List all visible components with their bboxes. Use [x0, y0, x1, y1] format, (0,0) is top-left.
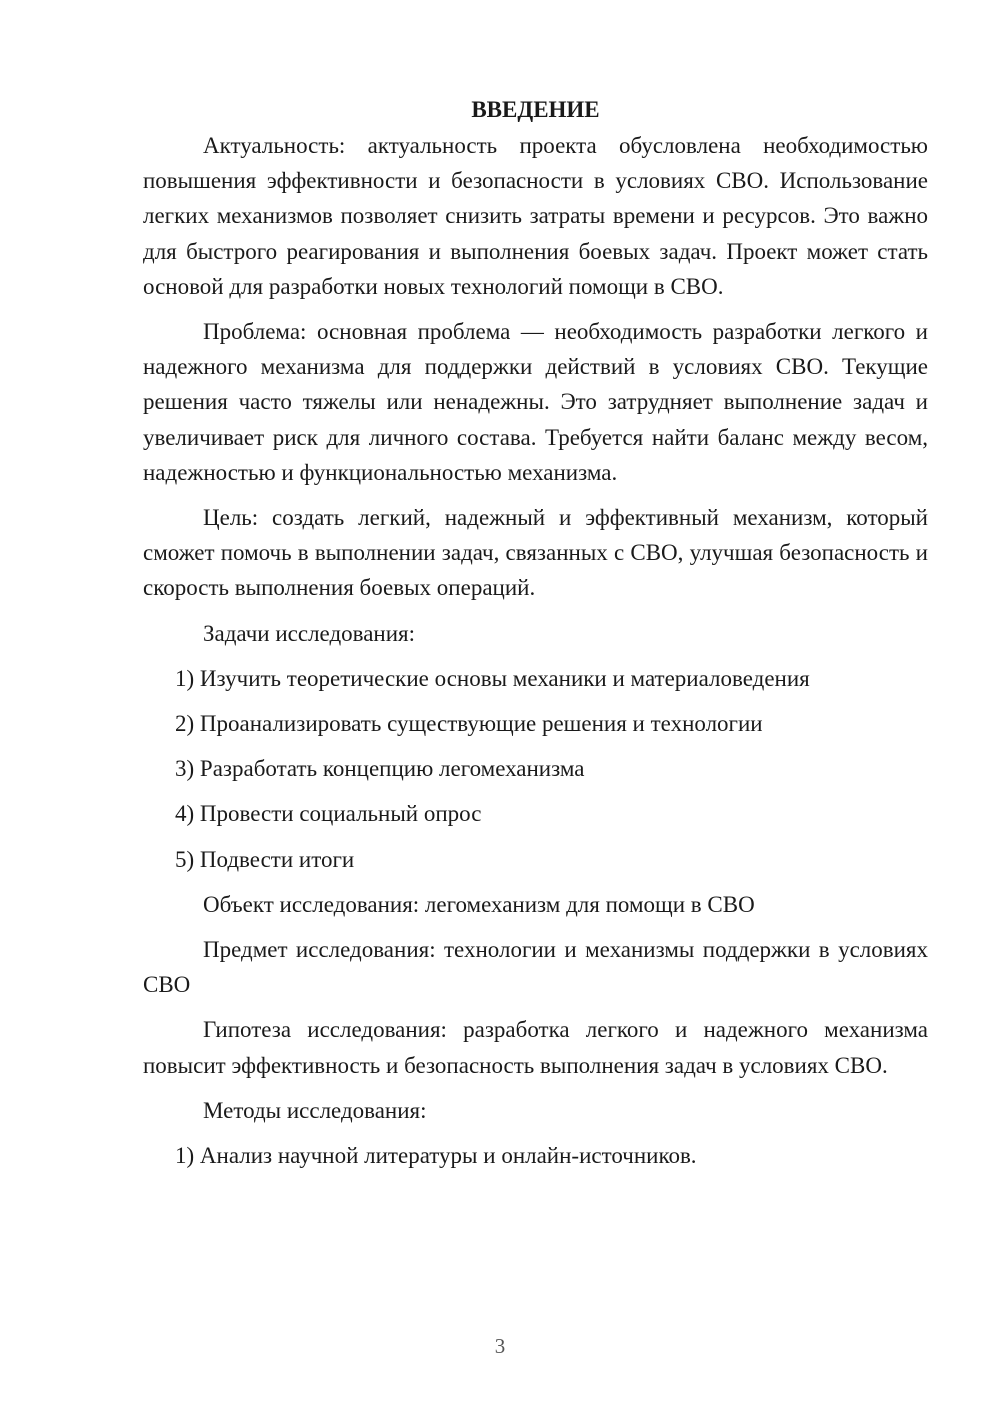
task-item-3: 3) Разработать концепцию легомеханизма [175, 756, 585, 782]
task-item-1: 1) Изучить теоретические основы механики и материаловедения [175, 665, 810, 691]
method-item-1: 1) Анализ научной литературы и онлайн-источников. [175, 1143, 697, 1169]
methods-heading: Методы исследования: [203, 1097, 427, 1123]
task-item-4: 4) Провести социальный опрос [175, 801, 482, 827]
document-page [143, 92, 928, 1173]
paragraph-subject: Предмет исследования: технологии и механизмы поддержки в условиях СВО [143, 937, 928, 998]
page-number: 3 [494, 1334, 506, 1358]
paragraph-relevance: Актуальность: актуальность проекта обусловлена необходимостью повышения эффективности и безопасности в условиях СВО. Использование легких механизмов позволяет снизить затраты времени и ресурсов. Это важно для быстрого реагирования и выполнения боевых задач. Проект может стать основой для разработки новых технологий помощи в СВО. [143, 133, 928, 299]
paragraph-hypothesis: Гипотеза исследования: разработка легкого и надежного механизма повысит эффективность и безопасность выполнения задач в условиях СВО. [143, 1017, 928, 1078]
task-item-5: 5) Подвести итоги [175, 846, 355, 872]
paragraph-problem: Проблема: основная проблема — необходимость разработки легкого и надежного механизма для поддержки действий в условиях СВО. Текущие решения часто тяжелы или ненадежны. Это затрудняет выполнение задач и увеличивает риск для личного состава. Требуется найти баланс между весом, надежностью и функциональностью механизма. [143, 319, 928, 485]
paragraph-goal: Цель: создать легкий, надежный и эффективный механизм, который сможет помочь в выполнении задач, связанных с СВО, улучшая безопасность и скорость выполнения боевых операций. [143, 505, 928, 601]
tasks-heading: Задачи исследования: [203, 620, 416, 646]
task-item-2: 2) Проанализировать существующие решения и технологии [175, 711, 763, 737]
paragraph-object: Объект исследования: легомеханизм для помощи в СВО [203, 891, 755, 917]
page-title: ВВЕДЕНИЕ [471, 97, 600, 122]
